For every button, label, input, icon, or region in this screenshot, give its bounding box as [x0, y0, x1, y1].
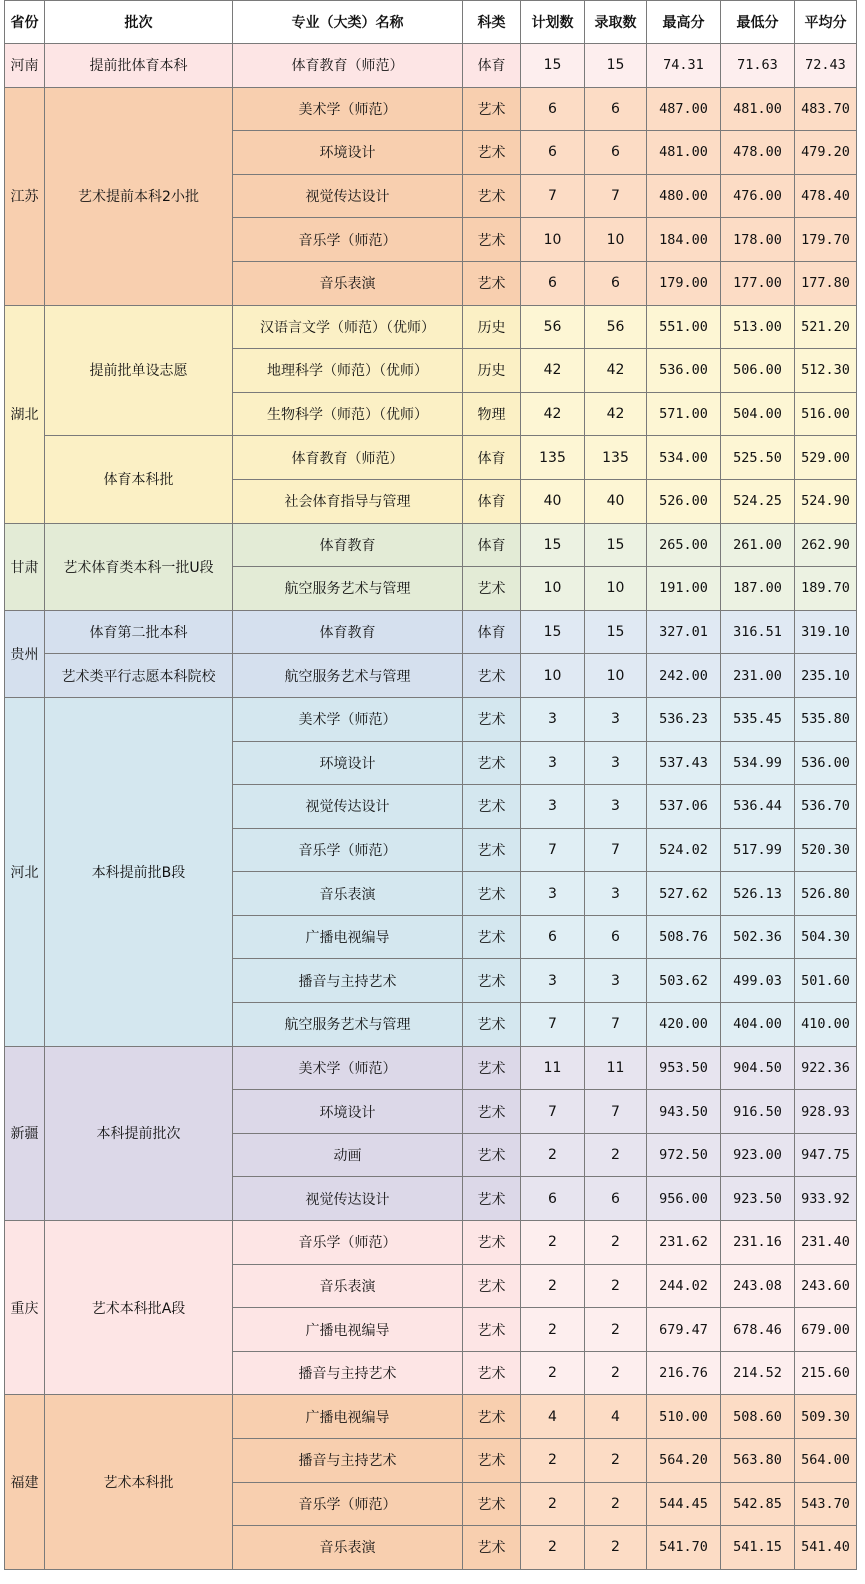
min-score-cell: 478.00 [721, 131, 795, 175]
avg-score-cell: 478.40 [795, 174, 857, 218]
admit-count-cell: 4 [585, 1395, 647, 1439]
major-cell: 视觉传达设计 [233, 174, 463, 218]
min-score-cell: 541.15 [721, 1526, 795, 1570]
admit-count-cell: 7 [585, 1003, 647, 1047]
plan-count-cell: 135 [521, 436, 585, 480]
header-max-score: 最高分 [647, 1, 721, 44]
plan-count-cell: 15 [521, 610, 585, 654]
table-row [5, 87, 857, 131]
batch-cell: 提前批体育本科 [45, 44, 233, 88]
avg-score-cell: 231.40 [795, 1221, 857, 1265]
max-score-cell: 216.76 [647, 1351, 721, 1395]
max-score-cell: 571.00 [647, 392, 721, 436]
type-cell: 体育 [463, 44, 521, 88]
max-score-cell: 242.00 [647, 654, 721, 698]
table-row [5, 44, 857, 88]
plan-count-cell: 2 [521, 1526, 585, 1570]
max-score-cell: 480.00 [647, 174, 721, 218]
batch-cell: 本科提前批B段 [45, 697, 233, 1046]
major-cell: 广播电视编导 [233, 1395, 463, 1439]
major-cell: 航空服务艺术与管理 [233, 567, 463, 611]
admit-count-cell: 10 [585, 218, 647, 262]
type-cell: 艺术 [463, 1221, 521, 1265]
min-score-cell: 526.13 [721, 872, 795, 916]
type-cell: 艺术 [463, 1090, 521, 1134]
avg-score-cell: 536.70 [795, 785, 857, 829]
type-cell: 艺术 [463, 1133, 521, 1177]
major-cell: 音乐表演 [233, 872, 463, 916]
min-score-cell: 214.52 [721, 1351, 795, 1395]
max-score-cell: 265.00 [647, 523, 721, 567]
admit-count-cell: 7 [585, 828, 647, 872]
min-score-cell: 187.00 [721, 567, 795, 611]
max-score-cell: 184.00 [647, 218, 721, 262]
min-score-cell: 904.50 [721, 1046, 795, 1090]
batch-cell: 艺术本科批A段 [45, 1221, 233, 1395]
admit-count-cell: 10 [585, 654, 647, 698]
admit-count-cell: 3 [585, 785, 647, 829]
admit-count-cell: 56 [585, 305, 647, 349]
plan-count-cell: 2 [521, 1351, 585, 1395]
min-score-cell: 923.50 [721, 1177, 795, 1221]
avg-score-cell: 410.00 [795, 1003, 857, 1047]
plan-count-cell: 40 [521, 479, 585, 523]
avg-score-cell: 504.30 [795, 915, 857, 959]
admit-count-cell: 3 [585, 697, 647, 741]
header-avg-score: 平均分 [795, 1, 857, 44]
avg-score-cell: 543.70 [795, 1482, 857, 1526]
plan-count-cell: 15 [521, 44, 585, 88]
plan-count-cell: 10 [521, 654, 585, 698]
admit-count-cell: 15 [585, 44, 647, 88]
plan-count-cell: 56 [521, 305, 585, 349]
admit-count-cell: 6 [585, 131, 647, 175]
major-cell: 体育教育（师范） [233, 44, 463, 88]
min-score-cell: 563.80 [721, 1439, 795, 1483]
min-score-cell: 177.00 [721, 261, 795, 305]
max-score-cell: 953.50 [647, 1046, 721, 1090]
admit-count-cell: 2 [585, 1526, 647, 1570]
plan-count-cell: 2 [521, 1308, 585, 1352]
major-cell: 美术学（师范） [233, 87, 463, 131]
plan-count-cell: 6 [521, 87, 585, 131]
min-score-cell: 542.85 [721, 1482, 795, 1526]
admit-count-cell: 15 [585, 610, 647, 654]
plan-count-cell: 3 [521, 959, 585, 1003]
type-cell: 艺术 [463, 567, 521, 611]
admit-count-cell: 15 [585, 523, 647, 567]
admit-count-cell: 42 [585, 392, 647, 436]
plan-count-cell: 15 [521, 523, 585, 567]
max-score-cell: 420.00 [647, 1003, 721, 1047]
max-score-cell: 564.20 [647, 1439, 721, 1483]
min-score-cell: 502.36 [721, 915, 795, 959]
major-cell: 体育教育 [233, 523, 463, 567]
province-cell: 福建 [5, 1395, 45, 1569]
admit-count-cell: 3 [585, 741, 647, 785]
avg-score-cell: 479.20 [795, 131, 857, 175]
max-score-cell: 534.00 [647, 436, 721, 480]
admit-count-cell: 42 [585, 349, 647, 393]
batch-cell: 体育第二批本科 [45, 610, 233, 654]
max-score-cell: 503.62 [647, 959, 721, 1003]
avg-score-cell: 535.80 [795, 697, 857, 741]
avg-score-cell: 509.30 [795, 1395, 857, 1439]
avg-score-cell: 501.60 [795, 959, 857, 1003]
province-cell: 江苏 [5, 87, 45, 305]
min-score-cell: 231.00 [721, 654, 795, 698]
avg-score-cell: 235.10 [795, 654, 857, 698]
avg-score-cell: 516.00 [795, 392, 857, 436]
table-body [5, 44, 857, 1570]
type-cell: 艺术 [463, 697, 521, 741]
plan-count-cell: 11 [521, 1046, 585, 1090]
avg-score-cell: 922.36 [795, 1046, 857, 1090]
max-score-cell: 526.00 [647, 479, 721, 523]
batch-cell: 艺术本科批 [45, 1395, 233, 1569]
header-batch: 批次 [45, 1, 233, 44]
avg-score-cell: 319.10 [795, 610, 857, 654]
avg-score-cell: 512.30 [795, 349, 857, 393]
avg-score-cell: 564.00 [795, 1439, 857, 1483]
plan-count-cell: 6 [521, 1177, 585, 1221]
admit-count-cell: 2 [585, 1482, 647, 1526]
header-type: 科类 [463, 1, 521, 44]
admit-count-cell: 2 [585, 1221, 647, 1265]
major-cell: 环境设计 [233, 741, 463, 785]
avg-score-cell: 179.70 [795, 218, 857, 262]
table-row [5, 305, 857, 349]
major-cell: 音乐学（师范） [233, 828, 463, 872]
province-cell: 贵州 [5, 610, 45, 697]
type-cell: 艺术 [463, 872, 521, 916]
max-score-cell: 510.00 [647, 1395, 721, 1439]
province-cell: 新疆 [5, 1046, 45, 1220]
min-score-cell: 178.00 [721, 218, 795, 262]
type-cell: 艺术 [463, 218, 521, 262]
plan-count-cell: 7 [521, 828, 585, 872]
avg-score-cell: 529.00 [795, 436, 857, 480]
min-score-cell: 513.00 [721, 305, 795, 349]
min-score-cell: 71.63 [721, 44, 795, 88]
major-cell: 广播电视编导 [233, 915, 463, 959]
major-cell: 美术学（师范） [233, 1046, 463, 1090]
admit-count-cell: 10 [585, 567, 647, 611]
table-row [5, 1395, 857, 1439]
major-cell: 美术学（师范） [233, 697, 463, 741]
max-score-cell: 679.47 [647, 1308, 721, 1352]
type-cell: 艺术 [463, 174, 521, 218]
min-score-cell: 504.00 [721, 392, 795, 436]
max-score-cell: 537.06 [647, 785, 721, 829]
max-score-cell: 551.00 [647, 305, 721, 349]
major-cell: 地理科学（师范）（优师） [233, 349, 463, 393]
type-cell: 艺术 [463, 1308, 521, 1352]
max-score-cell: 508.76 [647, 915, 721, 959]
max-score-cell: 74.31 [647, 44, 721, 88]
max-score-cell: 327.01 [647, 610, 721, 654]
plan-count-cell: 3 [521, 872, 585, 916]
min-score-cell: 535.45 [721, 697, 795, 741]
admit-count-cell: 135 [585, 436, 647, 480]
max-score-cell: 487.00 [647, 87, 721, 131]
major-cell: 社会体育指导与管理 [233, 479, 463, 523]
table-row [5, 697, 857, 741]
avg-score-cell: 243.60 [795, 1264, 857, 1308]
table-row [5, 436, 857, 480]
admit-count-cell: 6 [585, 261, 647, 305]
max-score-cell: 544.45 [647, 1482, 721, 1526]
type-cell: 艺术 [463, 1439, 521, 1483]
plan-count-cell: 2 [521, 1439, 585, 1483]
admit-count-cell: 6 [585, 1177, 647, 1221]
avg-score-cell: 526.80 [795, 872, 857, 916]
min-score-cell: 481.00 [721, 87, 795, 131]
plan-count-cell: 2 [521, 1264, 585, 1308]
max-score-cell: 524.02 [647, 828, 721, 872]
major-cell: 生物科学（师范）（优师） [233, 392, 463, 436]
plan-count-cell: 4 [521, 1395, 585, 1439]
header-major: 专业（大类）名称 [233, 1, 463, 44]
major-cell: 汉语言文学（师范）（优师） [233, 305, 463, 349]
header-min-score: 最低分 [721, 1, 795, 44]
max-score-cell: 972.50 [647, 1133, 721, 1177]
min-score-cell: 534.99 [721, 741, 795, 785]
max-score-cell: 179.00 [647, 261, 721, 305]
province-cell: 重庆 [5, 1221, 45, 1395]
max-score-cell: 537.43 [647, 741, 721, 785]
type-cell: 艺术 [463, 1482, 521, 1526]
plan-count-cell: 10 [521, 567, 585, 611]
admit-count-cell: 3 [585, 872, 647, 916]
plan-count-cell: 7 [521, 174, 585, 218]
province-cell: 甘肃 [5, 523, 45, 610]
table-row [5, 1221, 857, 1265]
min-score-cell: 316.51 [721, 610, 795, 654]
admit-count-cell: 2 [585, 1133, 647, 1177]
major-cell: 音乐表演 [233, 1264, 463, 1308]
plan-count-cell: 6 [521, 261, 585, 305]
admit-count-cell: 2 [585, 1351, 647, 1395]
max-score-cell: 943.50 [647, 1090, 721, 1134]
avg-score-cell: 536.00 [795, 741, 857, 785]
major-cell: 动画 [233, 1133, 463, 1177]
batch-cell: 本科提前批次 [45, 1046, 233, 1220]
table-row [5, 1046, 857, 1090]
major-cell: 广播电视编导 [233, 1308, 463, 1352]
admit-count-cell: 7 [585, 174, 647, 218]
min-score-cell: 231.16 [721, 1221, 795, 1265]
max-score-cell: 191.00 [647, 567, 721, 611]
type-cell: 艺术 [463, 1526, 521, 1570]
plan-count-cell: 42 [521, 392, 585, 436]
type-cell: 艺术 [463, 785, 521, 829]
admit-count-cell: 40 [585, 479, 647, 523]
admit-count-cell: 2 [585, 1308, 647, 1352]
province-cell: 河南 [5, 44, 45, 88]
admit-count-cell: 6 [585, 87, 647, 131]
major-cell: 环境设计 [233, 1090, 463, 1134]
min-score-cell: 517.99 [721, 828, 795, 872]
type-cell: 体育 [463, 610, 521, 654]
type-cell: 艺术 [463, 654, 521, 698]
admit-count-cell: 2 [585, 1439, 647, 1483]
province-cell: 河北 [5, 697, 45, 1046]
admit-count-cell: 7 [585, 1090, 647, 1134]
type-cell: 艺术 [463, 1395, 521, 1439]
major-cell: 播音与主持艺术 [233, 1351, 463, 1395]
min-score-cell: 506.00 [721, 349, 795, 393]
min-score-cell: 508.60 [721, 1395, 795, 1439]
plan-count-cell: 2 [521, 1482, 585, 1526]
type-cell: 物理 [463, 392, 521, 436]
min-score-cell: 916.50 [721, 1090, 795, 1134]
header-row [5, 1, 857, 44]
max-score-cell: 481.00 [647, 131, 721, 175]
plan-count-cell: 10 [521, 218, 585, 262]
header-province: 省份 [5, 1, 45, 44]
max-score-cell: 956.00 [647, 1177, 721, 1221]
batch-cell: 体育本科批 [45, 436, 233, 523]
major-cell: 播音与主持艺术 [233, 959, 463, 1003]
max-score-cell: 244.02 [647, 1264, 721, 1308]
min-score-cell: 499.03 [721, 959, 795, 1003]
type-cell: 艺术 [463, 1177, 521, 1221]
province-cell: 湖北 [5, 305, 45, 523]
type-cell: 历史 [463, 305, 521, 349]
type-cell: 体育 [463, 523, 521, 567]
type-cell: 艺术 [463, 959, 521, 1003]
max-score-cell: 536.23 [647, 697, 721, 741]
plan-count-cell: 2 [521, 1133, 585, 1177]
major-cell: 音乐学（师范） [233, 218, 463, 262]
table-row [5, 654, 857, 698]
major-cell: 体育教育（师范） [233, 436, 463, 480]
max-score-cell: 231.62 [647, 1221, 721, 1265]
header-plan: 计划数 [521, 1, 585, 44]
major-cell: 航空服务艺术与管理 [233, 654, 463, 698]
type-cell: 艺术 [463, 87, 521, 131]
type-cell: 体育 [463, 479, 521, 523]
type-cell: 艺术 [463, 131, 521, 175]
major-cell: 音乐表演 [233, 1526, 463, 1570]
major-cell: 视觉传达设计 [233, 785, 463, 829]
avg-score-cell: 483.70 [795, 87, 857, 131]
major-cell: 播音与主持艺术 [233, 1439, 463, 1483]
type-cell: 体育 [463, 436, 521, 480]
admission-table-container [4, 0, 857, 1570]
header-admit: 录取数 [585, 1, 647, 44]
max-score-cell: 536.00 [647, 349, 721, 393]
avg-score-cell: 215.60 [795, 1351, 857, 1395]
plan-count-cell: 3 [521, 785, 585, 829]
major-cell: 音乐表演 [233, 261, 463, 305]
major-cell: 航空服务艺术与管理 [233, 1003, 463, 1047]
type-cell: 艺术 [463, 828, 521, 872]
type-cell: 艺术 [463, 1046, 521, 1090]
min-score-cell: 524.25 [721, 479, 795, 523]
type-cell: 艺术 [463, 261, 521, 305]
major-cell: 音乐学（师范） [233, 1482, 463, 1526]
avg-score-cell: 177.80 [795, 261, 857, 305]
min-score-cell: 243.08 [721, 1264, 795, 1308]
major-cell: 环境设计 [233, 131, 463, 175]
min-score-cell: 525.50 [721, 436, 795, 480]
avg-score-cell: 541.40 [795, 1526, 857, 1570]
max-score-cell: 541.70 [647, 1526, 721, 1570]
avg-score-cell: 928.93 [795, 1090, 857, 1134]
plan-count-cell: 7 [521, 1090, 585, 1134]
batch-cell: 艺术类平行志愿本科院校 [45, 654, 233, 698]
avg-score-cell: 520.30 [795, 828, 857, 872]
min-score-cell: 678.46 [721, 1308, 795, 1352]
avg-score-cell: 679.00 [795, 1308, 857, 1352]
plan-count-cell: 7 [521, 1003, 585, 1047]
type-cell: 艺术 [463, 1264, 521, 1308]
admit-count-cell: 11 [585, 1046, 647, 1090]
admit-count-cell: 3 [585, 959, 647, 1003]
admit-count-cell: 6 [585, 915, 647, 959]
table-row [5, 523, 857, 567]
type-cell: 历史 [463, 349, 521, 393]
type-cell: 艺术 [463, 741, 521, 785]
min-score-cell: 536.44 [721, 785, 795, 829]
max-score-cell: 527.62 [647, 872, 721, 916]
min-score-cell: 923.00 [721, 1133, 795, 1177]
plan-count-cell: 42 [521, 349, 585, 393]
avg-score-cell: 947.75 [795, 1133, 857, 1177]
major-cell: 音乐学（师范） [233, 1221, 463, 1265]
min-score-cell: 404.00 [721, 1003, 795, 1047]
type-cell: 艺术 [463, 915, 521, 959]
major-cell: 视觉传达设计 [233, 1177, 463, 1221]
admission-scores-table [4, 0, 857, 1570]
avg-score-cell: 262.90 [795, 523, 857, 567]
plan-count-cell: 6 [521, 131, 585, 175]
plan-count-cell: 6 [521, 915, 585, 959]
min-score-cell: 476.00 [721, 174, 795, 218]
avg-score-cell: 72.43 [795, 44, 857, 88]
plan-count-cell: 3 [521, 697, 585, 741]
batch-cell: 艺术体育类本科一批U段 [45, 523, 233, 610]
avg-score-cell: 521.20 [795, 305, 857, 349]
avg-score-cell: 524.90 [795, 479, 857, 523]
admit-count-cell: 2 [585, 1264, 647, 1308]
min-score-cell: 261.00 [721, 523, 795, 567]
type-cell: 艺术 [463, 1351, 521, 1395]
table-row [5, 610, 857, 654]
batch-cell: 提前批单设志愿 [45, 305, 233, 436]
major-cell: 体育教育 [233, 610, 463, 654]
plan-count-cell: 3 [521, 741, 585, 785]
type-cell: 艺术 [463, 1003, 521, 1047]
batch-cell: 艺术提前本科2小批 [45, 87, 233, 305]
avg-score-cell: 933.92 [795, 1177, 857, 1221]
avg-score-cell: 189.70 [795, 567, 857, 611]
plan-count-cell: 2 [521, 1221, 585, 1265]
